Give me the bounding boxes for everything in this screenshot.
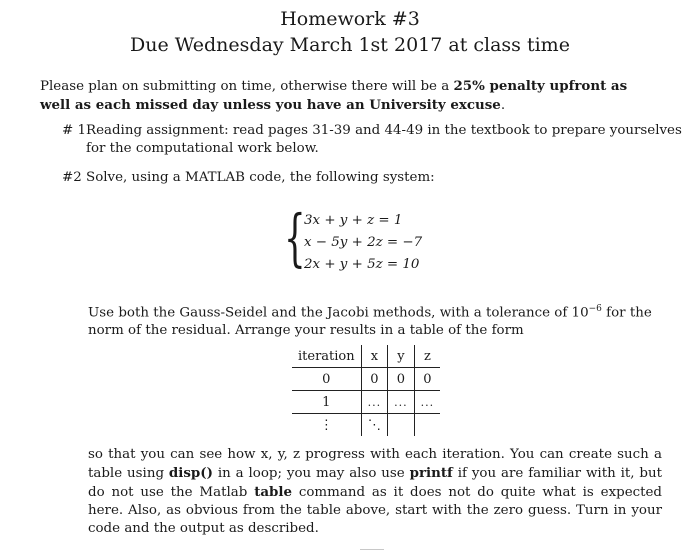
item-2-text: Solve, using a MATLAB code, the following system:: [86, 170, 435, 185]
table-header-row: [292, 345, 440, 368]
instructions-text-2: for the norm of the residual. Arrange your results in a table of the form: [88, 305, 652, 339]
left-brace: {: [284, 201, 306, 274]
equation-1: 3x + y + z = 1: [304, 213, 403, 228]
intro-text: Please plan on submitting on time, otherwise there will be a: [40, 79, 454, 94]
closing-text-4: command as it does not do quite what is expected here. Also, as obvious from the table above, start with the zero guess. Turn in your code and the output as described.: [88, 485, 662, 536]
cell: ...: [414, 391, 440, 414]
due-date-subtitle: Due Wednesday March 1st 2017 at class time: [130, 34, 570, 56]
tolerance-exponent: −6: [588, 304, 602, 314]
closing-text-2: in a loop; you may also use: [212, 466, 410, 481]
cell: [414, 414, 440, 437]
table-bold: table: [254, 484, 293, 500]
cell: 0: [388, 368, 415, 391]
header-z: z: [414, 345, 440, 368]
closing-paragraph: [88, 446, 662, 538]
intro-penalty-bold: 25% penalty upfront as well as each missed day unless you have an University excuse: [40, 78, 628, 113]
cell: 1: [292, 391, 361, 414]
iteration-table: [292, 345, 440, 436]
cell: [388, 414, 415, 437]
equation-system: [284, 201, 434, 279]
cell: ⋱: [361, 414, 388, 437]
cell: ...: [388, 391, 415, 414]
cell: ⋮: [292, 414, 361, 437]
intro-end: .: [500, 98, 506, 113]
instructions-text-1: Use both the Gauss-Seidel and the Jacobi methods, with a tolerance of 10: [88, 305, 589, 321]
homework-title: Homework #3: [280, 8, 420, 30]
closing-text-3: if you are familiar with it, but do not use the Matlab: [88, 466, 662, 500]
equation-2: x − 5y + 2z = −7: [304, 235, 423, 250]
item-1-text: Reading assignment: read pages 31-39 and 44-49 in the textbook to prepare yourselves for the computational work below.: [86, 123, 682, 156]
cell: 0: [292, 368, 361, 391]
printf-bold: printf: [409, 465, 453, 481]
table-row: [292, 414, 440, 437]
item-1: [62, 122, 686, 158]
disp-bold: disp(): [168, 465, 213, 481]
header-x: x: [361, 345, 388, 368]
header-iteration: iteration: [292, 345, 361, 368]
intro-paragraph: [40, 77, 662, 115]
cell: 0: [361, 368, 388, 391]
table-row: [292, 368, 440, 391]
bottom-rule: [360, 549, 384, 550]
header-y: y: [388, 345, 415, 368]
instructions-paragraph: [88, 300, 662, 340]
cell: 0: [414, 368, 440, 391]
item-2: [62, 169, 662, 187]
item-1-number: # 1: [62, 123, 86, 138]
closing-text-1: so that you can see how x, y, z progress with each iteration. You can create such a table using: [88, 447, 662, 481]
equation-3: 2x + y + 5z = 10: [304, 257, 420, 272]
item-2-number: #2: [62, 170, 82, 185]
table-row: [292, 391, 440, 414]
cell: ...: [361, 391, 388, 414]
